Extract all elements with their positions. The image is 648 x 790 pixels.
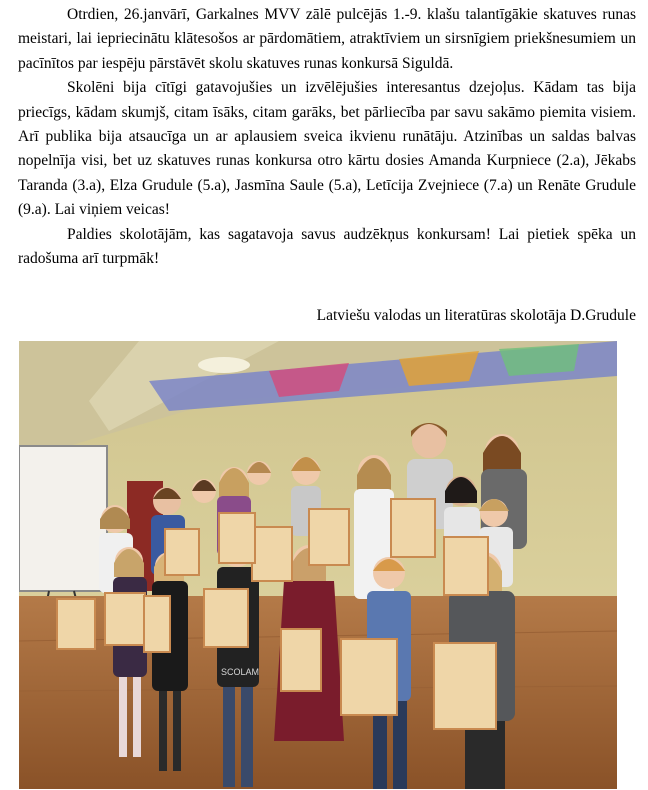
group-photo <box>19 341 617 789</box>
article-body <box>18 3 636 271</box>
shirt-print: SCOLAM <box>221 667 260 677</box>
paragraph-3: Paldies skolotājām, kas sagatavoja savus audzēkņus konkursam! Lai pietiek spēka un radošuma arī turpmāk! <box>18 225 636 268</box>
projection-screen <box>19 446 107 591</box>
signature: Latviešu valodas un literatūras skolotāja D.Grudule <box>316 307 636 324</box>
paragraph-2: Skolēni bija cītīgi gatavojušies un izvēlējušies interesantus dzejoļus. Kādam tas bija priecīgs, kādam skumjš, citam īsāks, citam garāks, bet pārliecība par savu sakāmo piemita visiem. Arī publika bija atsaucīga un ar aplausiem sveica ikvienu runātāju. Atzinības un saldas balvas nopelnīja visi, bet uz skatuves runas konkursa otro kārtu dosies Amanda Kurpniece (2.a), Jēkabs Taranda (3.a), Elza Grudule (5.a), Jasmīna Saule (5.a), Letīcija Zvejniece (7.a) un Renāte Grudule (9.a). Lai viņiem veicas! <box>18 79 636 219</box>
paragraph-1: Otrdien, 26.janvārī, Garkalnes MVV zālē pulcējās 1.-9. klašu talantīgākie skatuves runas meistari, lai iepriecinātu klātesošos ar pārdomātiem, atraktīviem un sirsnīgiem priekšnesumiem un pacīnītos par iespēju pārstāvēt skolu skatuves runas konkursā Siguldā. <box>18 6 636 72</box>
